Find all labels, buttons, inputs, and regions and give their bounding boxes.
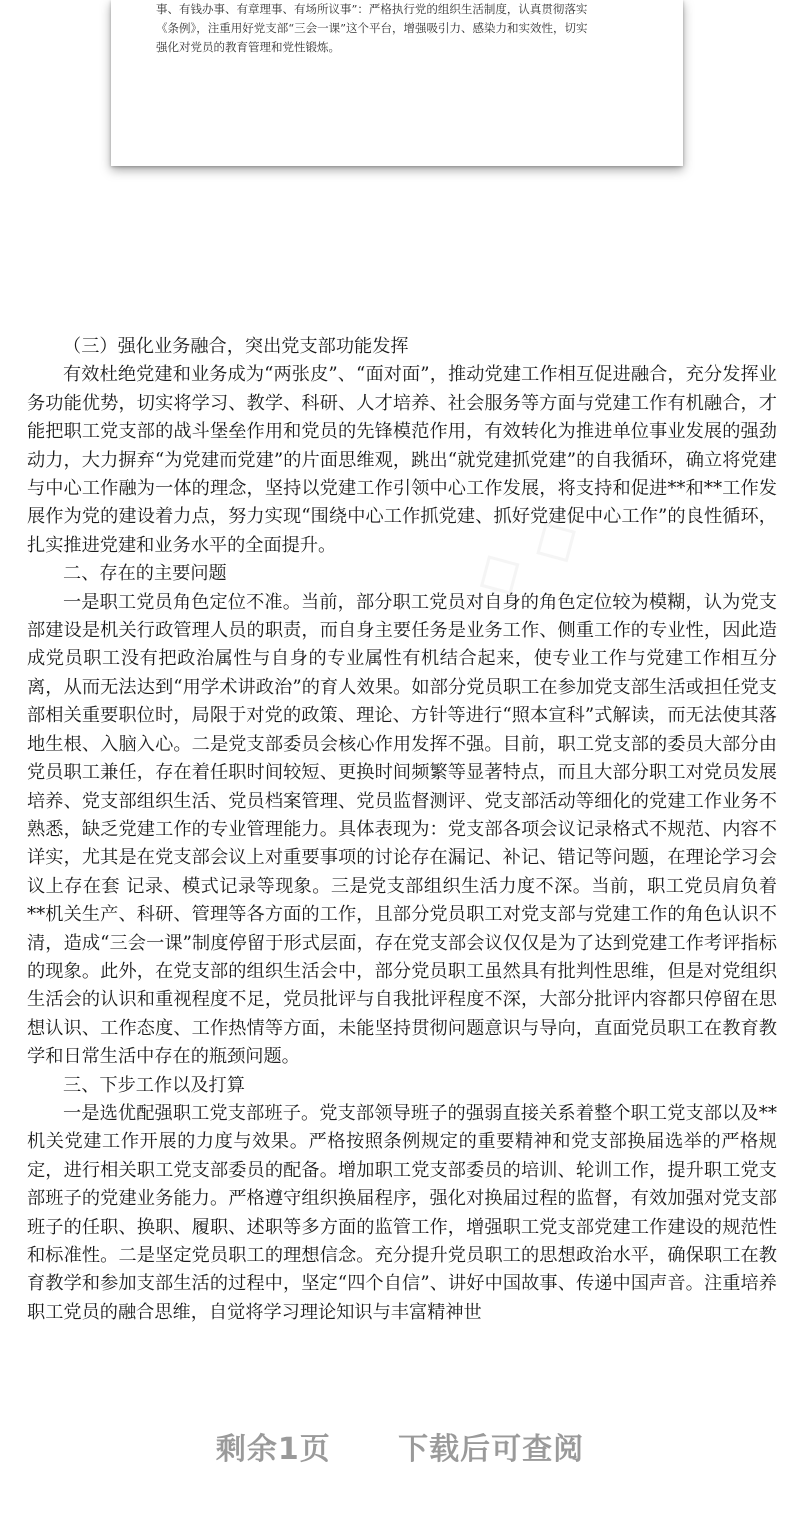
previous-page-line: 强化对党员的教育管理和党性锻炼。 xyxy=(156,40,340,54)
previous-page-card xyxy=(111,0,683,166)
paragraph-next-steps: 一是选优配强职工党支部班子。党支部领导班子的强弱直接关系着整个职工党支部以及**机关党建工作开展的力度与效果。严格按照条例规定的重要精神和党支部换届选举的严格规定，进行相关职工党支部委员的配备。增加职工党支部委员的培训、轮训工作，提升职工党支部班子的党建业务能力。严格遵守组织换届程序，强化对换届过程的监督，有效加强对党支部班子的任职、换职、履职、述职等多方面的监管工作，增强职工党支部党建工作建设的规范性和标准性。二是坚定党员职工的理想信念。充分提升党员职工的思想政治水平，确保职工在教育教学和参加支部生活的过程中，坚定“四个自信”、讲好中国故事、传递中国声音。注重培养职工党员的融合思维，自觉将学习理论知识与丰富精神世 xyxy=(27,1102,777,1323)
section-heading-3: （三）强化业务融合，突出党支部功能发挥 xyxy=(63,336,409,357)
download-prompt[interactable] xyxy=(0,1424,800,1484)
remaining-pages-label: 剩余1页 xyxy=(215,1432,331,1467)
paragraph-business-integration: 有效杜绝党建和业务成为“两张皮”、“面对面”，推动党建工作相互促进融合，充分发挥业务功能优势，切实将学习、教学、科研、人才培养、社会服务等方面与党建工作有机融合，才能把职工党支部的战斗堡垒作用和党员的先锋模范作用，有效转化为推进单位事业发展的强劲动力，大力摒弃“为党建而党建”的片面思维观，跳出“就党建抓党建”的自我循环，确立将党建与中心工作融为一体的理念，坚持以党建工作引领中心工作发展，将支持和促进**和**工作发展作为党的建设着力点，努力实现“围绕中心工作抓党建、抓好党建促中心工作”的良性循环，扎实推进党建和业务水平的全面提升。 xyxy=(27,364,777,556)
section-heading-next-steps: 三、下步工作以及打算 xyxy=(63,1074,245,1096)
section-heading-problems: 二、存在的主要问题 xyxy=(63,563,227,585)
download-hint-label[interactable]: 下载后可查阅 xyxy=(398,1432,585,1467)
paragraph-problems: 一是职工党员角色定位不准。当前，部分职工党员对自身的角色定位较为模糊，认为党支部建设是机关行政管理人员的职责，而自身主要任务是业务工作、侧重工作的专业性，因此造成党员职工没有把政治属性与自身的专业属性有机结合起来，使专业工作与党建工作相互分离，从而无法达到“用学术讲政治”的育人效果。如部分党员职工在参加党支部生活或担任党支部相关重要职位时，局限于对党的政策、理论、方针等进行“照本宣科”式解读，而无法使其落地生根、入脑入心。二是党支部委员会核心作用发挥不强。目前，职工党支部的委员大部分由党员职工兼任，存在着任职时间较短、更换时间频繁等显著特点，而且大部分职工对党员发展培养、党支部组织生活、党员档案管理、党员监督测评、党支部活动等细化的党建工作业务不熟悉，缺乏党建工作的专业管理能力。具体表现为：党支部各项会议记录格式不规范、内容不详实，尤其是在党支部会议上对重要事项的讨论存在漏记、补记、错记等问题，在理论学习会议上存在套 记录、模式记录等现象。三是党支部组织生活力度不深。当前，职工党员肩负着**机关生产、科研、管理等各方面的工作，且部分党员职工对党支部与党建工作的角色认识不清，造成“三会一课”制度停留于形式层面，存在党支部会议仅仅是为了达到党建工作考评指标的现象。此外，在党支部的组织生活会中，部分党员职工虽然具有批判性思维，但是对党组织生活会的认识和重视程度不足，党员批评与自我批评程度不深，大部分批评内容都只停留在思想认识、工作态度、工作热情等方面，未能坚持贯彻问题意识与导向，直面党员职工在教育教学和日常生活中存在的瓶颈问题。 xyxy=(27,591,777,1068)
previous-page-line: 事、有钱办事、有章理事、有场所议事”：严格执行党的组织生活制度，认真贯彻落实 xyxy=(156,2,588,16)
previous-page-text xyxy=(156,0,646,57)
document-body xyxy=(27,333,777,1327)
previous-page-line: 《条例》，注重用好党支部“三会一课”这个平台，增强吸引力、感染力和实效性，切实 xyxy=(156,21,588,35)
